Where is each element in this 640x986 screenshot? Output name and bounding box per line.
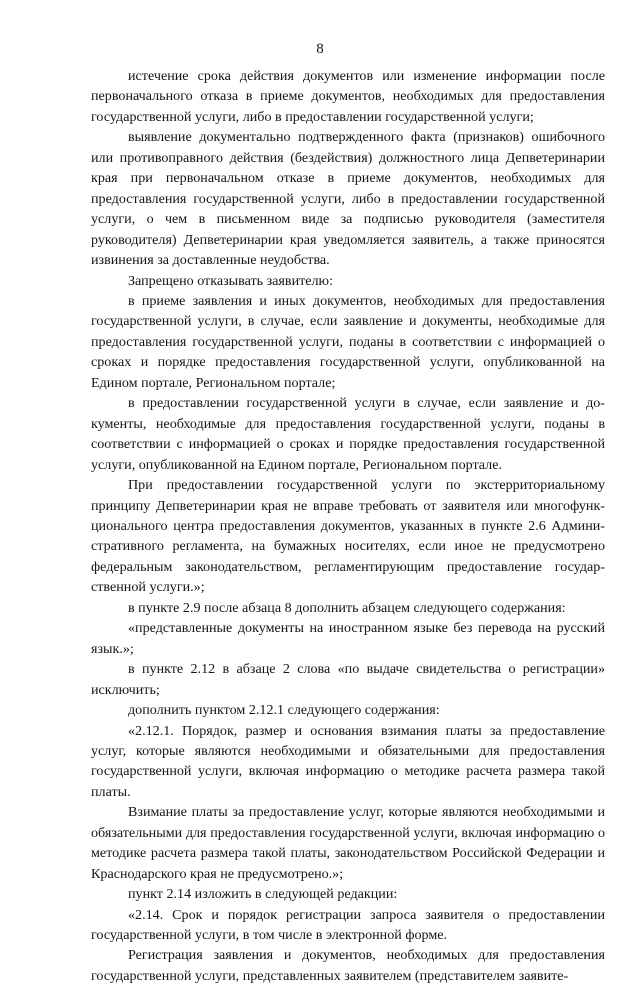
paragraph: в пункте 2.9 после абзаца 8 дополнить абзацем следующего содержания: bbox=[128, 599, 566, 616]
paragraph: При предоставлении государственной услуги по экстерриториальному принципу Депветеринарии края не вправе требовать от заявителя или многофункционального центра предоставления документов, указанных в пункте 2.6 Административного регламента, на бумажных носителях, если иное не предусмотрено федеральным законодательством, регламентирующим предоставление государственной услуги.»; bbox=[91, 477, 605, 596]
paragraph: Регистрация заявления и документов, необходимых для предоставления государственной услуги, представленных заявителем (представителем заявите- bbox=[91, 947, 605, 984]
paragraph: выявление документально подтвержденного факта (признаков) ошибочного или противоправного действия (бездействия) должностного лица Депветеринарии края при первоначальном отказе в приеме документов, необходимых для предоставления государственной услуги, либо в предоставлении государственной услуги, о чем в письменном виде за подписью руководителя (заместителя руководителя) Депветеринарии края уведомляется заявитель, а также приносятся извинения за доставленные неудобства. bbox=[91, 129, 605, 269]
document-body bbox=[91, 66, 605, 986]
paragraph: Запрещено отказывать заявителю: bbox=[128, 272, 334, 289]
paragraph: в предоставлении государственной услуги в случае, если заявление и документы, необходимые для предоставления государственной услуги, поданы в соответствии с информацией о сроках и порядке предоставления государственной услуги, опубликованной на Едином портале, Региональном портале. bbox=[91, 395, 605, 473]
paragraph: Взимание платы за предоставление услуг, которые являются необходимыми и обязательными для предоставления государственной услуги, включая информацию о методике расчета размера такой платы, законодательством Российской Федерации и Краснодарского края не предусмотрено.»; bbox=[91, 804, 605, 882]
paragraph: дополнить пунктом 2.12.1 следующего содержания: bbox=[128, 702, 440, 719]
paragraph: «представленные документы на иностранном языке без перевода на русский язык.»; bbox=[91, 620, 605, 657]
paragraph: пункт 2.14 изложить в следующей редакции: bbox=[128, 886, 398, 903]
paragraph: в пункте 2.12 в абзаце 2 слова «по выдаче свидетельства о регистрации» исключить; bbox=[91, 661, 605, 698]
paragraph: «2.12.1. Порядок, размер и основания взимания платы за предоставление услуг, которые являются необходимыми и обязательными для предоставления государственной услуги, включая информацию о методике расчета размера такой платы. bbox=[91, 722, 605, 800]
paragraph: истечение срока действия документов или изменение информации после первоначального отказа в приеме документов, необходимых для предоставления государственной услуги, либо в предоставлении государственной услуги; bbox=[91, 68, 605, 125]
page-number: 8 bbox=[316, 41, 324, 57]
paragraph: в приеме заявления и иных документов, необходимых для предоставления государственной услуги, в случае, если заявление и документы, необходимые для предоставления государственной услуги, поданы в соответствии с информацией о сроках и порядке предоставления государственной услуги, опубликованной на Едином портале, Региональном портале; bbox=[91, 292, 605, 391]
paragraph: «2.14. Срок и порядок регистрации запроса заявителя о предоставлении государственной услуги, в том числе в электронной форме. bbox=[91, 906, 605, 944]
